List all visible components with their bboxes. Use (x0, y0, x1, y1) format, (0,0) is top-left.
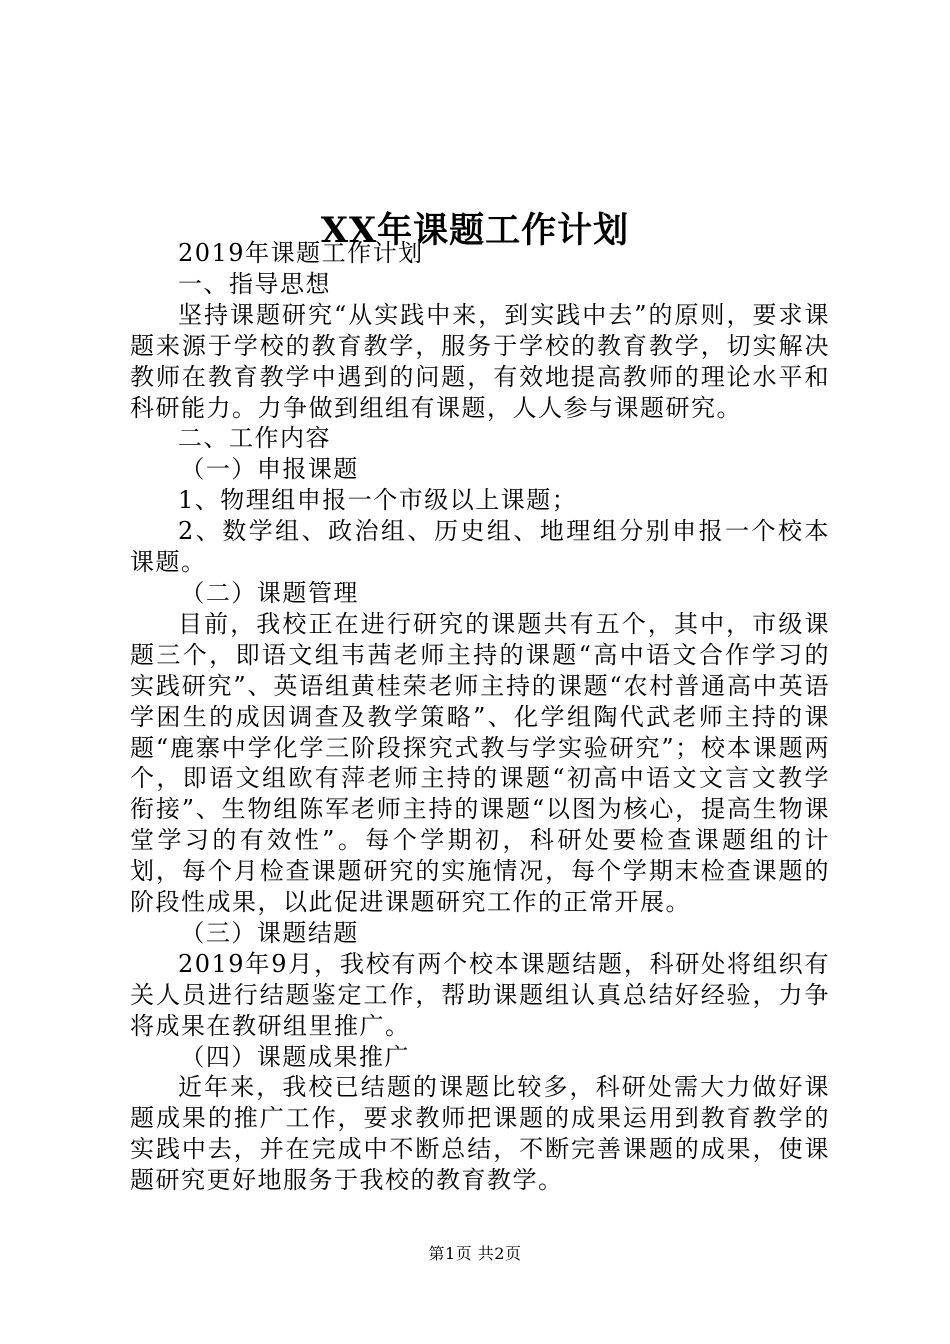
paragraph-conclusion: 2019年9月，我校有两个校本课题结题，科研处将组织有关人员进行结题鉴定工作，帮助课题组认真总结好经验，力争将成果在教研组里推广。 (130, 949, 830, 1040)
list-item-other-groups: 2、数学组、政治组、历史组、地理组分别申报一个校本课题。 (130, 517, 830, 577)
paragraph-guiding-ideology: 坚持课题研究“从实践中来，到实践中去”的原则，要求课题来源于学校的教育教学，服务于学校的教育教学，切实解决教师在教育教学中遇到的问题，有效地提高教师的理论水平和科研能力。力争做到组组有课题，人人参与课题研究。 (130, 300, 830, 422)
subsection-heading-apply: （一）申报课题 (180, 455, 359, 484)
subsection-heading-promotion: （四）课题成果推广 (180, 1042, 410, 1071)
section-heading-work-content: 二、工作内容 (178, 424, 331, 453)
paragraph-management: 目前，我校正在进行研究的课题共有五个，其中，市级课题三个，即语文组韦茜老师主持的课题“高中语文合作学习的实践研究”、英语组黄桂荣老师主持的课题“农村普通高中英语学困生的成因调查及教学策略”、化学组陶代武老师主持的课题“鹿寨中学化学三阶段探究式教与学实验研究”；校本课题两个，即语文组欧有萍老师主持的课题“初高中语文文言文教学衔接”、生物组陈军老师主持的课题“以图为核心，提高生物课堂学习的有效性”。每个学期初，科研处要检查课题组的计划，每个月检查课题研究的实施情况，每个学期末检查课题的阶段性成果，以此促进课题研究工作的正常开展。 (130, 609, 830, 917)
subsection-heading-conclusion: （三）课题结题 (180, 918, 359, 947)
plan-subtitle: 2019年课题工作计划 (178, 239, 424, 267)
document-title: XX年课题工作计划 (320, 210, 630, 252)
paragraph-promotion: 近年来，我校已结题的课题比较多，科研处需大力做好课题成果的推广工作，要求教师把课题的成果运用到教育教学的实践中去，并在完成中不断总结，不断完善课题的成果，使课题研究更好地服务于我校的教育教学。 (130, 1073, 830, 1195)
document-body (130, 238, 830, 1196)
subsection-heading-management: （二）课题管理 (180, 578, 359, 607)
section-heading-guiding-ideology: 一、指导思想 (178, 269, 331, 298)
list-item-physics: 1、物理组申报一个市级以上课题； (178, 486, 578, 515)
page-number-footer: 第1页 共2页 (428, 1244, 522, 1263)
